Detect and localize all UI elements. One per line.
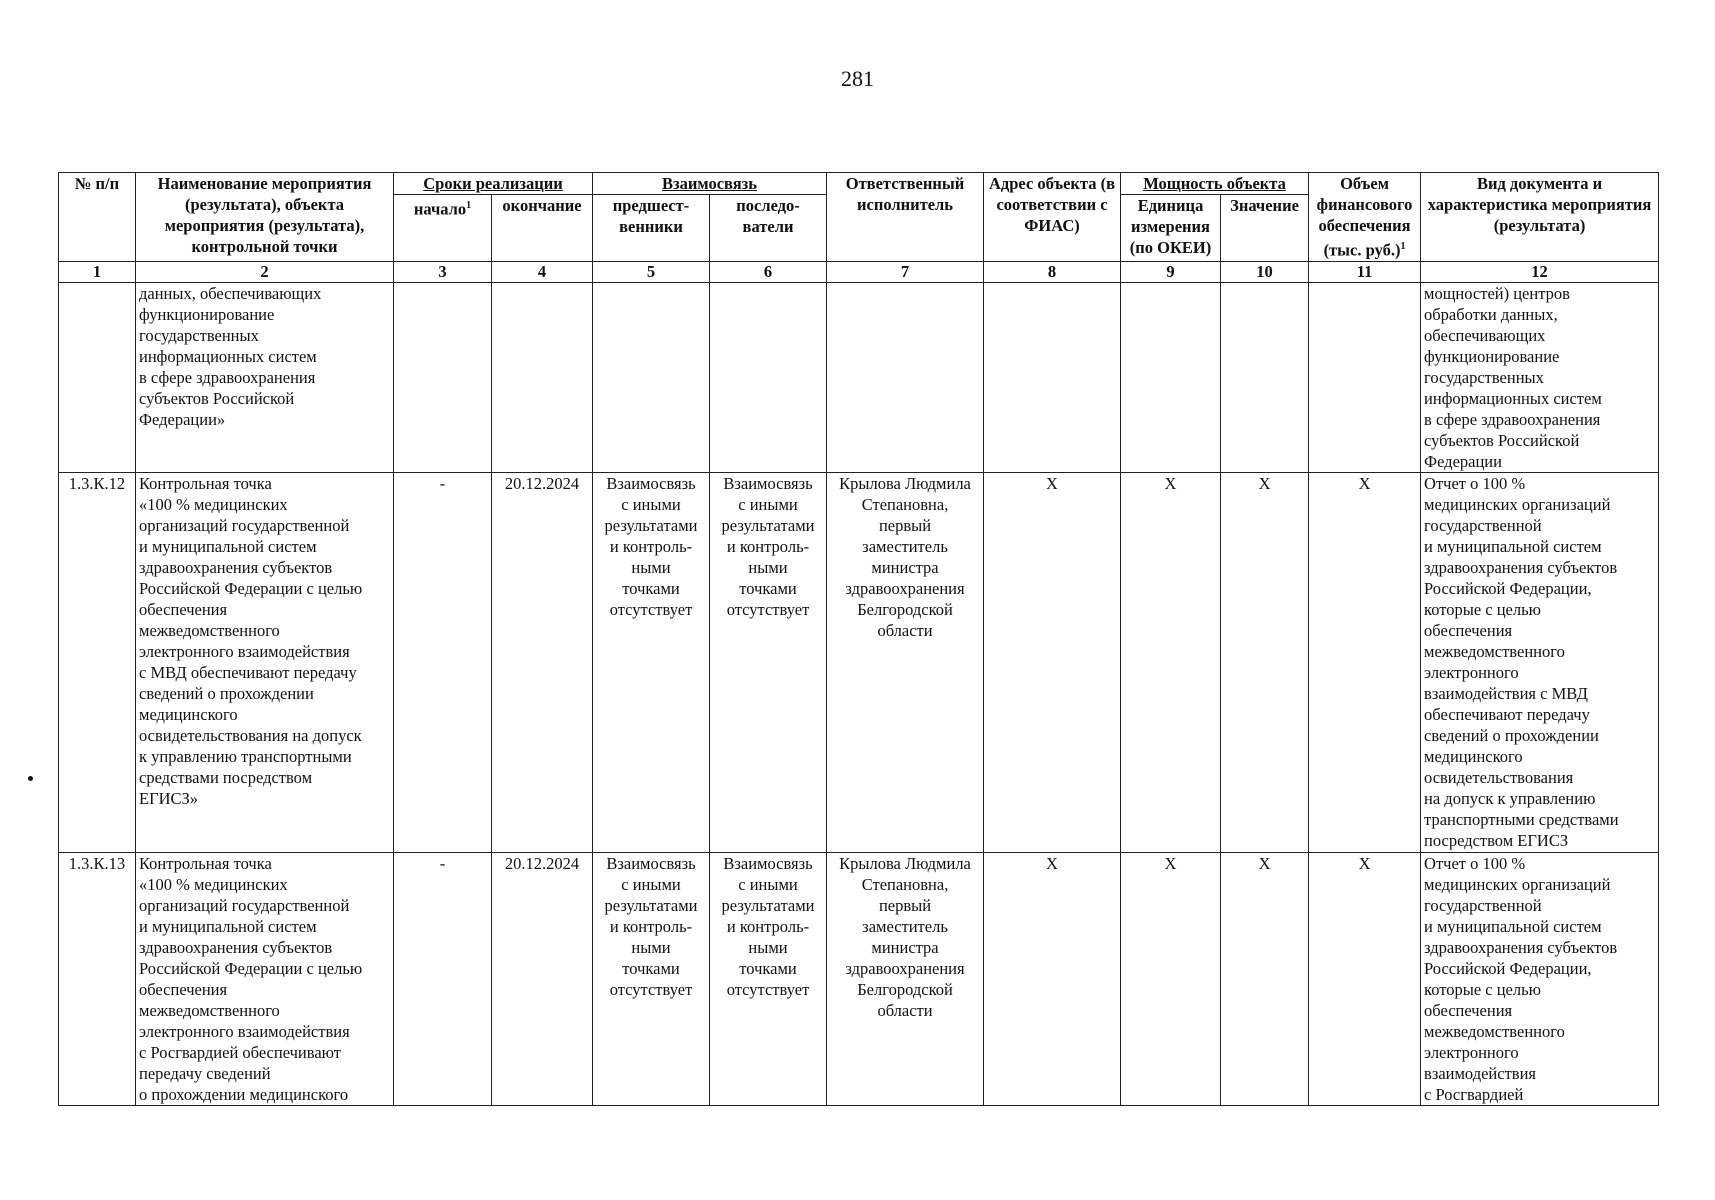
row-number: 1.3.К.12 (59, 472, 136, 852)
plan-table (58, 172, 1659, 1106)
table-row (59, 472, 1659, 852)
row-address: X (984, 472, 1121, 852)
row-name-line: электронного взаимодействия (139, 1021, 350, 1041)
row-name-line: сведений о прохождении (139, 683, 314, 703)
row-successors (710, 852, 827, 1105)
row-successors-line: результатами (721, 515, 815, 535)
row-value: X (1221, 852, 1309, 1105)
row-finance: X (1309, 472, 1421, 852)
header-dates-group: Сроки реализации (394, 173, 593, 195)
column-number: 6 (710, 261, 827, 282)
row-doc-type-line: функционирование (1424, 346, 1560, 366)
header-doc-type: Вид документа и характеристика мероприятия (результата) (1421, 173, 1659, 262)
row-predecessors-line: Взаимосвязь (606, 853, 696, 873)
row-predecessors (593, 472, 710, 852)
row-responsible-line: области (877, 620, 933, 640)
row-successors-line: точками (739, 578, 797, 598)
row-name-line: к управлению транспортными (139, 746, 352, 766)
row-name-line: Российской Федерации с целью (139, 958, 363, 978)
row-responsible-line: Белгородской (857, 599, 953, 619)
row-responsible-line: области (877, 1000, 933, 1020)
row-predecessors-line: отсутствует (609, 599, 693, 619)
row-doc-type-line: мощностей) центров (1424, 283, 1570, 303)
row-name-line: субъектов Российской (139, 388, 295, 408)
page-number: 281 (841, 66, 874, 91)
margin-dot (28, 776, 33, 781)
row-doc-type-line: межведомственного (1424, 1021, 1565, 1041)
row-name-line: обеспечения (139, 599, 228, 619)
row-name-line: Контрольная точка (139, 853, 272, 873)
header-links-group: Взаимосвязь (593, 173, 827, 195)
row-doc-type-line: посредством ЕГИСЗ (1424, 830, 1569, 850)
row-doc-type-line: Отчет о 100 % (1424, 853, 1526, 873)
column-number: 3 (394, 261, 492, 282)
row-responsible-line: министра (871, 937, 939, 957)
row-predecessors-line: результатами (604, 895, 698, 915)
row-successors-line: результатами (721, 895, 815, 915)
header-name: Наименование мероприятия (результата), объекта мероприятия (результата), контрольной точки (136, 173, 394, 262)
row-successors-line: точками (739, 958, 797, 978)
row-doc-type-line: освидетельствования (1424, 767, 1574, 787)
header-end: окончание (492, 195, 593, 261)
row-name-line: и муниципальной систем (139, 916, 317, 936)
row-number (59, 282, 136, 472)
row-doc-type-line: сведений о прохождении (1424, 725, 1599, 745)
row-doc-type-line: транспортными средствами (1424, 809, 1619, 829)
row-successors (710, 472, 827, 852)
row-doc-type-line: Российской Федерации, (1424, 958, 1592, 978)
row-responsible-line: Степановна, (861, 494, 949, 514)
row-doc-type-line: информационных систем (1424, 388, 1602, 408)
row-doc-type-line: и муниципальной систем (1424, 916, 1602, 936)
row-responsible-line: Белгородской (857, 979, 953, 999)
row-end: 20.12.2024 (492, 852, 593, 1105)
row-doc-type (1421, 472, 1659, 852)
row-responsible (827, 852, 984, 1105)
column-number: 8 (984, 261, 1121, 282)
row-responsible (827, 282, 984, 472)
header-start: начало$^1$ (394, 195, 492, 261)
row-doc-type-line: здравоохранения субъектов (1424, 937, 1618, 957)
row-name-line: здравоохранения субъектов (139, 557, 333, 577)
row-name-line: в сфере здравоохранения (139, 367, 316, 387)
column-number: 5 (593, 261, 710, 282)
row-name-line: Федерации» (139, 409, 226, 429)
row-name-line: с Росгвардией обеспечивают (139, 1042, 341, 1062)
row-responsible-line: первый (878, 895, 932, 915)
row-name-line: организаций государственной (139, 515, 350, 535)
header-number: № п/п (59, 173, 136, 262)
row-responsible-line: Крылова Людмила (839, 473, 971, 493)
row-responsible (827, 472, 984, 852)
column-number: 9 (1121, 261, 1221, 282)
row-start: - (394, 852, 492, 1105)
row-name (136, 852, 394, 1105)
row-predecessors (593, 852, 710, 1105)
header-unit: Единица измерения (по ОКЕИ) (1121, 195, 1221, 261)
row-doc-type-line: обеспечения (1424, 620, 1513, 640)
row-doc-type-line: медицинских организаций (1424, 494, 1611, 514)
row-responsible-line: Степановна, (861, 874, 949, 894)
row-name-line: здравоохранения субъектов (139, 937, 333, 957)
row-predecessors-line: точками (622, 578, 680, 598)
table-row (59, 282, 1659, 472)
row-name-line: о прохождении медицинского (139, 1084, 349, 1104)
row-successors-line: ными (748, 557, 788, 577)
header-capacity-group: Мощность объекта (1121, 173, 1309, 195)
row-predecessors-line: и контроль- (609, 536, 693, 556)
row-doc-type-line: взаимодействия (1424, 1063, 1537, 1083)
row-unit (1121, 282, 1221, 472)
row-responsible-line: министра (871, 557, 939, 577)
row-name-line: информационных систем (139, 346, 317, 366)
row-responsible-line: здравоохранения (845, 958, 965, 978)
header-predecessors: предшест-венники (593, 195, 710, 261)
column-number: 4 (492, 261, 593, 282)
row-successors-line: ными (748, 937, 788, 957)
row-name-line: освидетельствования на допуск (139, 725, 362, 745)
row-predecessors-line: результатами (604, 515, 698, 535)
row-predecessors-line: отсутствует (609, 979, 693, 999)
row-doc-type-line: обеспечивают передачу (1424, 704, 1590, 724)
row-name (136, 282, 394, 472)
row-name-line: электронного взаимодействия (139, 641, 350, 661)
row-predecessors-line: и контроль- (609, 916, 693, 936)
row-doc-type-line: медицинского (1424, 746, 1523, 766)
row-responsible-line: здравоохранения (845, 578, 965, 598)
column-number: 2 (136, 261, 394, 282)
row-finance (1309, 282, 1421, 472)
row-name-line: обеспечения (139, 979, 228, 999)
row-name-line: межведомственного (139, 620, 280, 640)
row-name-line: ЕГИСЗ» (139, 788, 199, 808)
row-doc-type-line: государственной (1424, 895, 1542, 915)
row-doc-type-line: медицинских организаций (1424, 874, 1611, 894)
row-responsible-line: заместитель (862, 916, 948, 936)
column-number: 11 (1309, 261, 1421, 282)
row-doc-type (1421, 852, 1659, 1105)
header-responsible: Ответственный исполнитель (827, 173, 984, 262)
row-doc-type-line: на допуск к управлению (1424, 788, 1596, 808)
row-doc-type-line: обработки данных, (1424, 304, 1558, 324)
row-doc-type-line: и муниципальной систем (1424, 536, 1602, 556)
row-predecessors-line: с иными (621, 874, 681, 894)
row-successors-line: и контроль- (726, 536, 810, 556)
row-name-line: средствами посредством (139, 767, 313, 787)
row-doc-type-line: в сфере здравоохранения (1424, 409, 1601, 429)
row-successors (710, 282, 827, 472)
row-name-line: медицинского (139, 704, 238, 724)
row-predecessors-line: точками (622, 958, 680, 978)
row-predecessors-line: с иными (621, 494, 681, 514)
row-doc-type-line: межведомственного (1424, 641, 1565, 661)
row-unit: X (1121, 852, 1221, 1105)
row-successors-line: Взаимосвязь (723, 853, 813, 873)
row-doc-type-line: электронного (1424, 1042, 1519, 1062)
header-successors: последо-ватели (710, 195, 827, 261)
row-start: - (394, 472, 492, 852)
row-number: 1.3.К.13 (59, 852, 136, 1105)
row-doc-type-line: обеспечивающих (1424, 325, 1546, 345)
row-doc-type-line: Федерации (1424, 451, 1502, 471)
row-name-line: государственных (139, 325, 259, 345)
row-predecessors-line: Взаимосвязь (606, 473, 696, 493)
table-row (59, 852, 1659, 1105)
row-doc-type-line: которые с целью (1424, 979, 1541, 999)
row-successors-line: Взаимосвязь (723, 473, 813, 493)
row-responsible-line: первый (878, 515, 932, 535)
row-name-line: и муниципальной систем (139, 536, 317, 556)
header-value: Значение (1221, 195, 1309, 261)
row-doc-type-line: которые с целью (1424, 599, 1541, 619)
row-name-line: «100 % медицинских (139, 494, 288, 514)
row-doc-type-line: взаимодействия с МВД (1424, 683, 1588, 703)
row-name-line: данных, обеспечивающих (139, 283, 322, 303)
row-name-line: Контрольная точка (139, 473, 272, 493)
row-name-line: функционирование (139, 304, 275, 324)
row-successors-line: и контроль- (726, 916, 810, 936)
row-finance: X (1309, 852, 1421, 1105)
row-start (394, 282, 492, 472)
column-number: 10 (1221, 261, 1309, 282)
row-unit: X (1121, 472, 1221, 852)
row-name-line: с МВД обеспечивают передачу (139, 662, 357, 682)
row-address (984, 282, 1121, 472)
row-name-line: Российской Федерации с целью (139, 578, 363, 598)
row-name-line: передачу сведений (139, 1063, 271, 1083)
column-number: 12 (1421, 261, 1659, 282)
column-number: 7 (827, 261, 984, 282)
row-doc-type-line: Отчет о 100 % (1424, 473, 1526, 493)
row-name-line: межведомственного (139, 1000, 280, 1020)
row-doc-type-line: электронного (1424, 662, 1519, 682)
row-successors-line: с иными (738, 874, 798, 894)
row-end: 20.12.2024 (492, 472, 593, 852)
row-value: X (1221, 472, 1309, 852)
row-doc-type-line: с Росгвардией (1424, 1084, 1524, 1104)
column-number-row (59, 261, 1659, 282)
row-successors-line: с иными (738, 494, 798, 514)
row-name-line: организаций государственной (139, 895, 350, 915)
row-doc-type (1421, 282, 1659, 472)
row-doc-type-line: здравоохранения субъектов (1424, 557, 1618, 577)
row-predecessors-line: ными (631, 937, 671, 957)
row-doc-type-line: субъектов Российской (1424, 430, 1580, 450)
header-finance: Объем финансового обеспечения (тыс. руб.)$^1$ (1309, 173, 1421, 262)
row-name (136, 472, 394, 852)
row-doc-type-line: государственных (1424, 367, 1544, 387)
row-end (492, 282, 593, 472)
row-doc-type-line: Российской Федерации, (1424, 578, 1592, 598)
row-successors-line: отсутствует (726, 979, 810, 999)
column-number: 1 (59, 261, 136, 282)
row-predecessors (593, 282, 710, 472)
header-address: Адрес объекта (в соответствии с ФИАС) (984, 173, 1121, 262)
row-doc-type-line: государственной (1424, 515, 1542, 535)
row-name-line: «100 % медицинских (139, 874, 288, 894)
row-successors-line: отсутствует (726, 599, 810, 619)
row-address: X (984, 852, 1121, 1105)
row-value (1221, 282, 1309, 472)
row-responsible-line: заместитель (862, 536, 948, 556)
row-predecessors-line: ными (631, 557, 671, 577)
row-responsible-line: Крылова Людмила (839, 853, 971, 873)
row-doc-type-line: обеспечения (1424, 1000, 1513, 1020)
